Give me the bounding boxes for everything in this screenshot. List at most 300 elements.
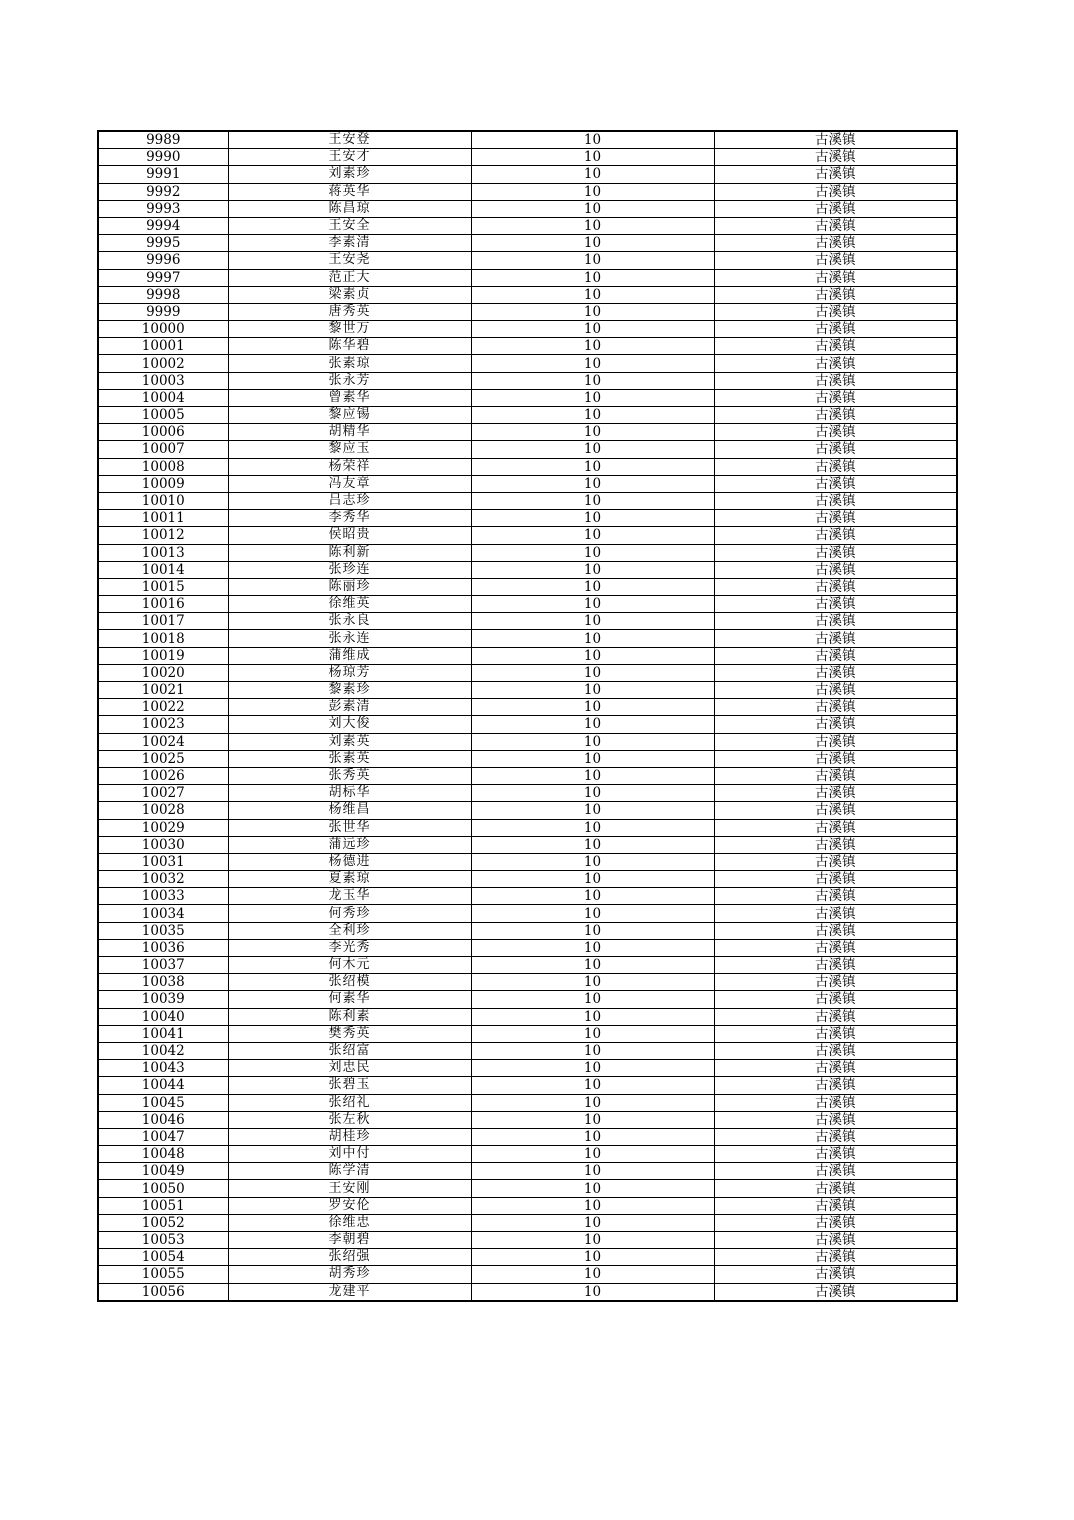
row-name-cell: 李秀华 [228,510,471,527]
row-town-cell: 古溪镇 [714,905,957,922]
row-amount-cell: 10 [471,527,714,544]
row-town-cell: 古溪镇 [714,200,957,217]
table-row [98,888,957,905]
row-town-cell: 古溪镇 [714,1283,957,1301]
row-amount-cell: 10 [471,561,714,578]
row-amount-cell: 10 [471,131,714,149]
row-name-cell: 张世华 [228,819,471,836]
row-amount-cell: 10 [471,647,714,664]
row-amount-cell: 10 [471,682,714,699]
table-row [98,492,957,509]
row-id-cell: 10055 [98,1266,228,1283]
table-row [98,939,957,956]
table-row [98,905,957,922]
row-name-cell: 杨维昌 [228,802,471,819]
row-town-cell: 古溪镇 [714,492,957,509]
row-town-cell: 古溪镇 [714,750,957,767]
row-name-cell: 王安尧 [228,252,471,269]
row-id-cell: 10043 [98,1060,228,1077]
row-id-cell: 9996 [98,252,228,269]
row-name-cell: 胡秀珍 [228,1266,471,1283]
row-amount-cell: 10 [471,819,714,836]
table-row [98,630,957,647]
table-row [98,750,957,767]
row-id-cell: 9998 [98,286,228,303]
row-town-cell: 古溪镇 [714,1146,957,1163]
table-row [98,424,957,441]
row-name-cell: 陈学清 [228,1163,471,1180]
row-town-cell: 古溪镇 [714,578,957,595]
row-name-cell: 冯友章 [228,475,471,492]
row-amount-cell: 10 [471,613,714,630]
row-name-cell: 张绍富 [228,1042,471,1059]
row-id-cell: 10003 [98,372,228,389]
row-amount-cell: 10 [471,441,714,458]
row-id-cell: 10036 [98,939,228,956]
table-row [98,699,957,716]
row-amount-cell: 10 [471,372,714,389]
row-id-cell: 10045 [98,1094,228,1111]
row-town-cell: 古溪镇 [714,183,957,200]
table-row [98,802,957,819]
table-row [98,149,957,166]
row-name-cell: 张素琼 [228,355,471,372]
row-amount-cell: 10 [471,1077,714,1094]
row-amount-cell: 10 [471,888,714,905]
row-amount-cell: 10 [471,1128,714,1145]
row-name-cell: 胡精华 [228,424,471,441]
row-name-cell: 张碧玉 [228,1077,471,1094]
row-amount-cell: 10 [471,217,714,234]
row-name-cell: 黎世万 [228,321,471,338]
row-town-cell: 古溪镇 [714,682,957,699]
row-town-cell: 古溪镇 [714,939,957,956]
table-row [98,1249,957,1266]
row-amount-cell: 10 [471,303,714,320]
row-town-cell: 古溪镇 [714,372,957,389]
row-name-cell: 杨德进 [228,853,471,870]
row-id-cell: 10001 [98,338,228,355]
row-amount-cell: 10 [471,1232,714,1249]
table-row [98,1232,957,1249]
table-row [98,596,957,613]
row-id-cell: 10040 [98,1008,228,1025]
table-row [98,286,957,303]
row-amount-cell: 10 [471,407,714,424]
row-town-cell: 古溪镇 [714,338,957,355]
row-id-cell: 10054 [98,1249,228,1266]
table-row [98,647,957,664]
table-row [98,682,957,699]
row-id-cell: 10017 [98,613,228,630]
row-amount-cell: 10 [471,802,714,819]
row-amount-cell: 10 [471,596,714,613]
row-id-cell: 10031 [98,853,228,870]
row-town-cell: 古溪镇 [714,1180,957,1197]
row-id-cell: 10018 [98,630,228,647]
row-name-cell: 李素清 [228,235,471,252]
row-town-cell: 古溪镇 [714,1197,957,1214]
row-amount-cell: 10 [471,630,714,647]
table-row [98,1197,957,1214]
row-town-cell: 古溪镇 [714,424,957,441]
row-amount-cell: 10 [471,321,714,338]
row-name-cell: 曾素华 [228,389,471,406]
row-town-cell: 古溪镇 [714,441,957,458]
table-row [98,767,957,784]
row-amount-cell: 10 [471,836,714,853]
row-id-cell: 10029 [98,819,228,836]
row-name-cell: 李光秀 [228,939,471,956]
row-id-cell: 10041 [98,1025,228,1042]
row-town-cell: 古溪镇 [714,269,957,286]
row-name-cell: 黎素珍 [228,682,471,699]
row-name-cell: 夏素琼 [228,871,471,888]
table-row [98,836,957,853]
row-id-cell: 10051 [98,1197,228,1214]
row-name-cell: 黎应锡 [228,407,471,424]
row-amount-cell: 10 [471,389,714,406]
row-name-cell: 陈华碧 [228,338,471,355]
table-row [98,1060,957,1077]
table-row [98,733,957,750]
table-row [98,664,957,681]
row-town-cell: 古溪镇 [714,149,957,166]
row-town-cell: 古溪镇 [714,596,957,613]
row-amount-cell: 10 [471,458,714,475]
row-name-cell: 杨荣祥 [228,458,471,475]
row-name-cell: 杨琼芳 [228,664,471,681]
row-id-cell: 10009 [98,475,228,492]
row-town-cell: 古溪镇 [714,1128,957,1145]
table-row [98,389,957,406]
row-amount-cell: 10 [471,939,714,956]
row-amount-cell: 10 [471,269,714,286]
table-row [98,1163,957,1180]
row-id-cell: 9995 [98,235,228,252]
row-id-cell: 10021 [98,682,228,699]
row-town-cell: 古溪镇 [714,802,957,819]
row-town-cell: 古溪镇 [714,991,957,1008]
row-id-cell: 10013 [98,544,228,561]
row-town-cell: 古溪镇 [714,475,957,492]
table-row [98,1146,957,1163]
row-id-cell: 10039 [98,991,228,1008]
row-amount-cell: 10 [471,1042,714,1059]
table-row [98,252,957,269]
row-id-cell: 9991 [98,166,228,183]
row-town-cell: 古溪镇 [714,922,957,939]
table-row [98,235,957,252]
row-town-cell: 古溪镇 [714,389,957,406]
row-amount-cell: 10 [471,957,714,974]
row-name-cell: 樊秀英 [228,1025,471,1042]
row-amount-cell: 10 [471,1283,714,1301]
row-amount-cell: 10 [471,733,714,750]
row-amount-cell: 10 [471,750,714,767]
row-name-cell: 陈昌琼 [228,200,471,217]
row-town-cell: 古溪镇 [714,819,957,836]
row-town-cell: 古溪镇 [714,235,957,252]
row-amount-cell: 10 [471,905,714,922]
row-id-cell: 10005 [98,407,228,424]
row-id-cell: 10020 [98,664,228,681]
row-town-cell: 古溪镇 [714,836,957,853]
row-id-cell: 10002 [98,355,228,372]
row-town-cell: 古溪镇 [714,286,957,303]
row-amount-cell: 10 [471,1094,714,1111]
row-amount-cell: 10 [471,922,714,939]
row-name-cell: 何秀珍 [228,905,471,922]
table-row [98,1180,957,1197]
row-amount-cell: 10 [471,338,714,355]
row-id-cell: 10012 [98,527,228,544]
row-amount-cell: 10 [471,183,714,200]
row-id-cell: 10053 [98,1232,228,1249]
row-name-cell: 王安刚 [228,1180,471,1197]
row-id-cell: 10046 [98,1111,228,1128]
row-id-cell: 10052 [98,1214,228,1231]
row-name-cell: 徐维忠 [228,1214,471,1231]
table-row [98,217,957,234]
table-row [98,957,957,974]
row-name-cell: 蒲维成 [228,647,471,664]
row-name-cell: 张永连 [228,630,471,647]
table-row [98,578,957,595]
table-row [98,1094,957,1111]
row-id-cell: 9993 [98,200,228,217]
row-name-cell: 刘素珍 [228,166,471,183]
row-id-cell: 10015 [98,578,228,595]
table-row [98,355,957,372]
row-id-cell: 10032 [98,871,228,888]
row-id-cell: 10007 [98,441,228,458]
row-id-cell: 10030 [98,836,228,853]
row-town-cell: 古溪镇 [714,217,957,234]
table-row [98,785,957,802]
row-name-cell: 彭素清 [228,699,471,716]
row-name-cell: 李朝碧 [228,1232,471,1249]
row-town-cell: 古溪镇 [714,785,957,802]
row-name-cell: 徐维英 [228,596,471,613]
row-town-cell: 古溪镇 [714,647,957,664]
row-amount-cell: 10 [471,166,714,183]
table-row [98,510,957,527]
table-row [98,166,957,183]
row-town-cell: 古溪镇 [714,1025,957,1042]
row-amount-cell: 10 [471,286,714,303]
row-id-cell: 10004 [98,389,228,406]
row-amount-cell: 10 [471,200,714,217]
row-id-cell: 10019 [98,647,228,664]
row-id-cell: 10024 [98,733,228,750]
row-town-cell: 古溪镇 [714,1077,957,1094]
row-amount-cell: 10 [471,424,714,441]
row-town-cell: 古溪镇 [714,1060,957,1077]
row-name-cell: 龙建平 [228,1283,471,1301]
row-amount-cell: 10 [471,578,714,595]
row-amount-cell: 10 [471,699,714,716]
row-amount-cell: 10 [471,974,714,991]
table-row [98,321,957,338]
table-row [98,819,957,836]
row-name-cell: 刘中付 [228,1146,471,1163]
row-amount-cell: 10 [471,1008,714,1025]
row-amount-cell: 10 [471,767,714,784]
row-town-cell: 古溪镇 [714,1094,957,1111]
row-town-cell: 古溪镇 [714,974,957,991]
row-town-cell: 古溪镇 [714,1249,957,1266]
row-id-cell: 10027 [98,785,228,802]
row-id-cell: 10050 [98,1180,228,1197]
row-amount-cell: 10 [471,716,714,733]
row-id-cell: 10008 [98,458,228,475]
row-name-cell: 刘素英 [228,733,471,750]
row-name-cell: 黎应玉 [228,441,471,458]
roster-table-body [98,131,957,1301]
row-name-cell: 唐秀英 [228,303,471,320]
row-amount-cell: 10 [471,492,714,509]
row-amount-cell: 10 [471,1025,714,1042]
row-id-cell: 10049 [98,1163,228,1180]
row-town-cell: 古溪镇 [714,1111,957,1128]
row-town-cell: 古溪镇 [714,1266,957,1283]
row-town-cell: 古溪镇 [714,544,957,561]
row-amount-cell: 10 [471,149,714,166]
table-row [98,131,957,149]
row-amount-cell: 10 [471,1163,714,1180]
row-amount-cell: 10 [471,1146,714,1163]
row-name-cell: 张永良 [228,613,471,630]
row-name-cell: 王安全 [228,217,471,234]
row-id-cell: 10025 [98,750,228,767]
row-town-cell: 古溪镇 [714,1042,957,1059]
row-name-cell: 陈利素 [228,1008,471,1025]
row-town-cell: 古溪镇 [714,458,957,475]
table-row [98,1283,957,1301]
row-name-cell: 胡标华 [228,785,471,802]
table-row [98,475,957,492]
row-name-cell: 张左秋 [228,1111,471,1128]
table-row [98,269,957,286]
row-name-cell: 侯昭贵 [228,527,471,544]
row-town-cell: 古溪镇 [714,303,957,320]
row-amount-cell: 10 [471,785,714,802]
row-town-cell: 古溪镇 [714,664,957,681]
row-name-cell: 梁素贞 [228,286,471,303]
row-town-cell: 古溪镇 [714,853,957,870]
row-town-cell: 古溪镇 [714,1163,957,1180]
row-name-cell: 蒋英华 [228,183,471,200]
row-id-cell: 10010 [98,492,228,509]
table-row [98,441,957,458]
row-town-cell: 古溪镇 [714,1008,957,1025]
row-id-cell: 10033 [98,888,228,905]
row-name-cell: 陈利新 [228,544,471,561]
row-id-cell: 9997 [98,269,228,286]
table-row [98,1214,957,1231]
row-name-cell: 何素华 [228,991,471,1008]
row-name-cell: 王安才 [228,149,471,166]
row-name-cell: 张绍模 [228,974,471,991]
roster-table [97,130,958,1302]
row-amount-cell: 10 [471,475,714,492]
row-name-cell: 张绍礼 [228,1094,471,1111]
row-name-cell: 何木元 [228,957,471,974]
table-row [98,1077,957,1094]
row-id-cell: 10014 [98,561,228,578]
table-row [98,527,957,544]
row-name-cell: 胡桂珍 [228,1128,471,1145]
row-id-cell: 10038 [98,974,228,991]
row-amount-cell: 10 [471,1180,714,1197]
table-row [98,853,957,870]
row-town-cell: 古溪镇 [714,527,957,544]
row-id-cell: 10042 [98,1042,228,1059]
row-amount-cell: 10 [471,664,714,681]
table-row [98,561,957,578]
row-amount-cell: 10 [471,1060,714,1077]
row-name-cell: 张素英 [228,750,471,767]
row-name-cell: 刘大俊 [228,716,471,733]
table-row [98,1111,957,1128]
table-row [98,922,957,939]
row-town-cell: 古溪镇 [714,733,957,750]
row-id-cell: 10044 [98,1077,228,1094]
row-town-cell: 古溪镇 [714,630,957,647]
row-name-cell: 刘忠民 [228,1060,471,1077]
row-town-cell: 古溪镇 [714,957,957,974]
row-name-cell: 全利珍 [228,922,471,939]
row-id-cell: 10047 [98,1128,228,1145]
row-id-cell: 10037 [98,957,228,974]
row-town-cell: 古溪镇 [714,561,957,578]
row-name-cell: 张绍强 [228,1249,471,1266]
row-town-cell: 古溪镇 [714,355,957,372]
row-name-cell: 张秀英 [228,767,471,784]
row-amount-cell: 10 [471,1249,714,1266]
row-name-cell: 范正大 [228,269,471,286]
row-town-cell: 古溪镇 [714,166,957,183]
table-row [98,544,957,561]
row-town-cell: 古溪镇 [714,888,957,905]
table-row [98,200,957,217]
row-name-cell: 蒲远珍 [228,836,471,853]
row-town-cell: 古溪镇 [714,716,957,733]
row-amount-cell: 10 [471,355,714,372]
row-town-cell: 古溪镇 [714,510,957,527]
table-row [98,1128,957,1145]
row-amount-cell: 10 [471,252,714,269]
row-id-cell: 10048 [98,1146,228,1163]
row-name-cell: 张珍连 [228,561,471,578]
row-id-cell: 10016 [98,596,228,613]
row-town-cell: 古溪镇 [714,1214,957,1231]
row-name-cell: 张永芳 [228,372,471,389]
table-row [98,716,957,733]
table-row [98,303,957,320]
table-row [98,183,957,200]
row-name-cell: 陈丽珍 [228,578,471,595]
table-row [98,338,957,355]
row-id-cell: 10000 [98,321,228,338]
row-town-cell: 古溪镇 [714,871,957,888]
row-amount-cell: 10 [471,1266,714,1283]
row-town-cell: 古溪镇 [714,407,957,424]
table-row [98,974,957,991]
row-id-cell: 9994 [98,217,228,234]
table-row [98,613,957,630]
